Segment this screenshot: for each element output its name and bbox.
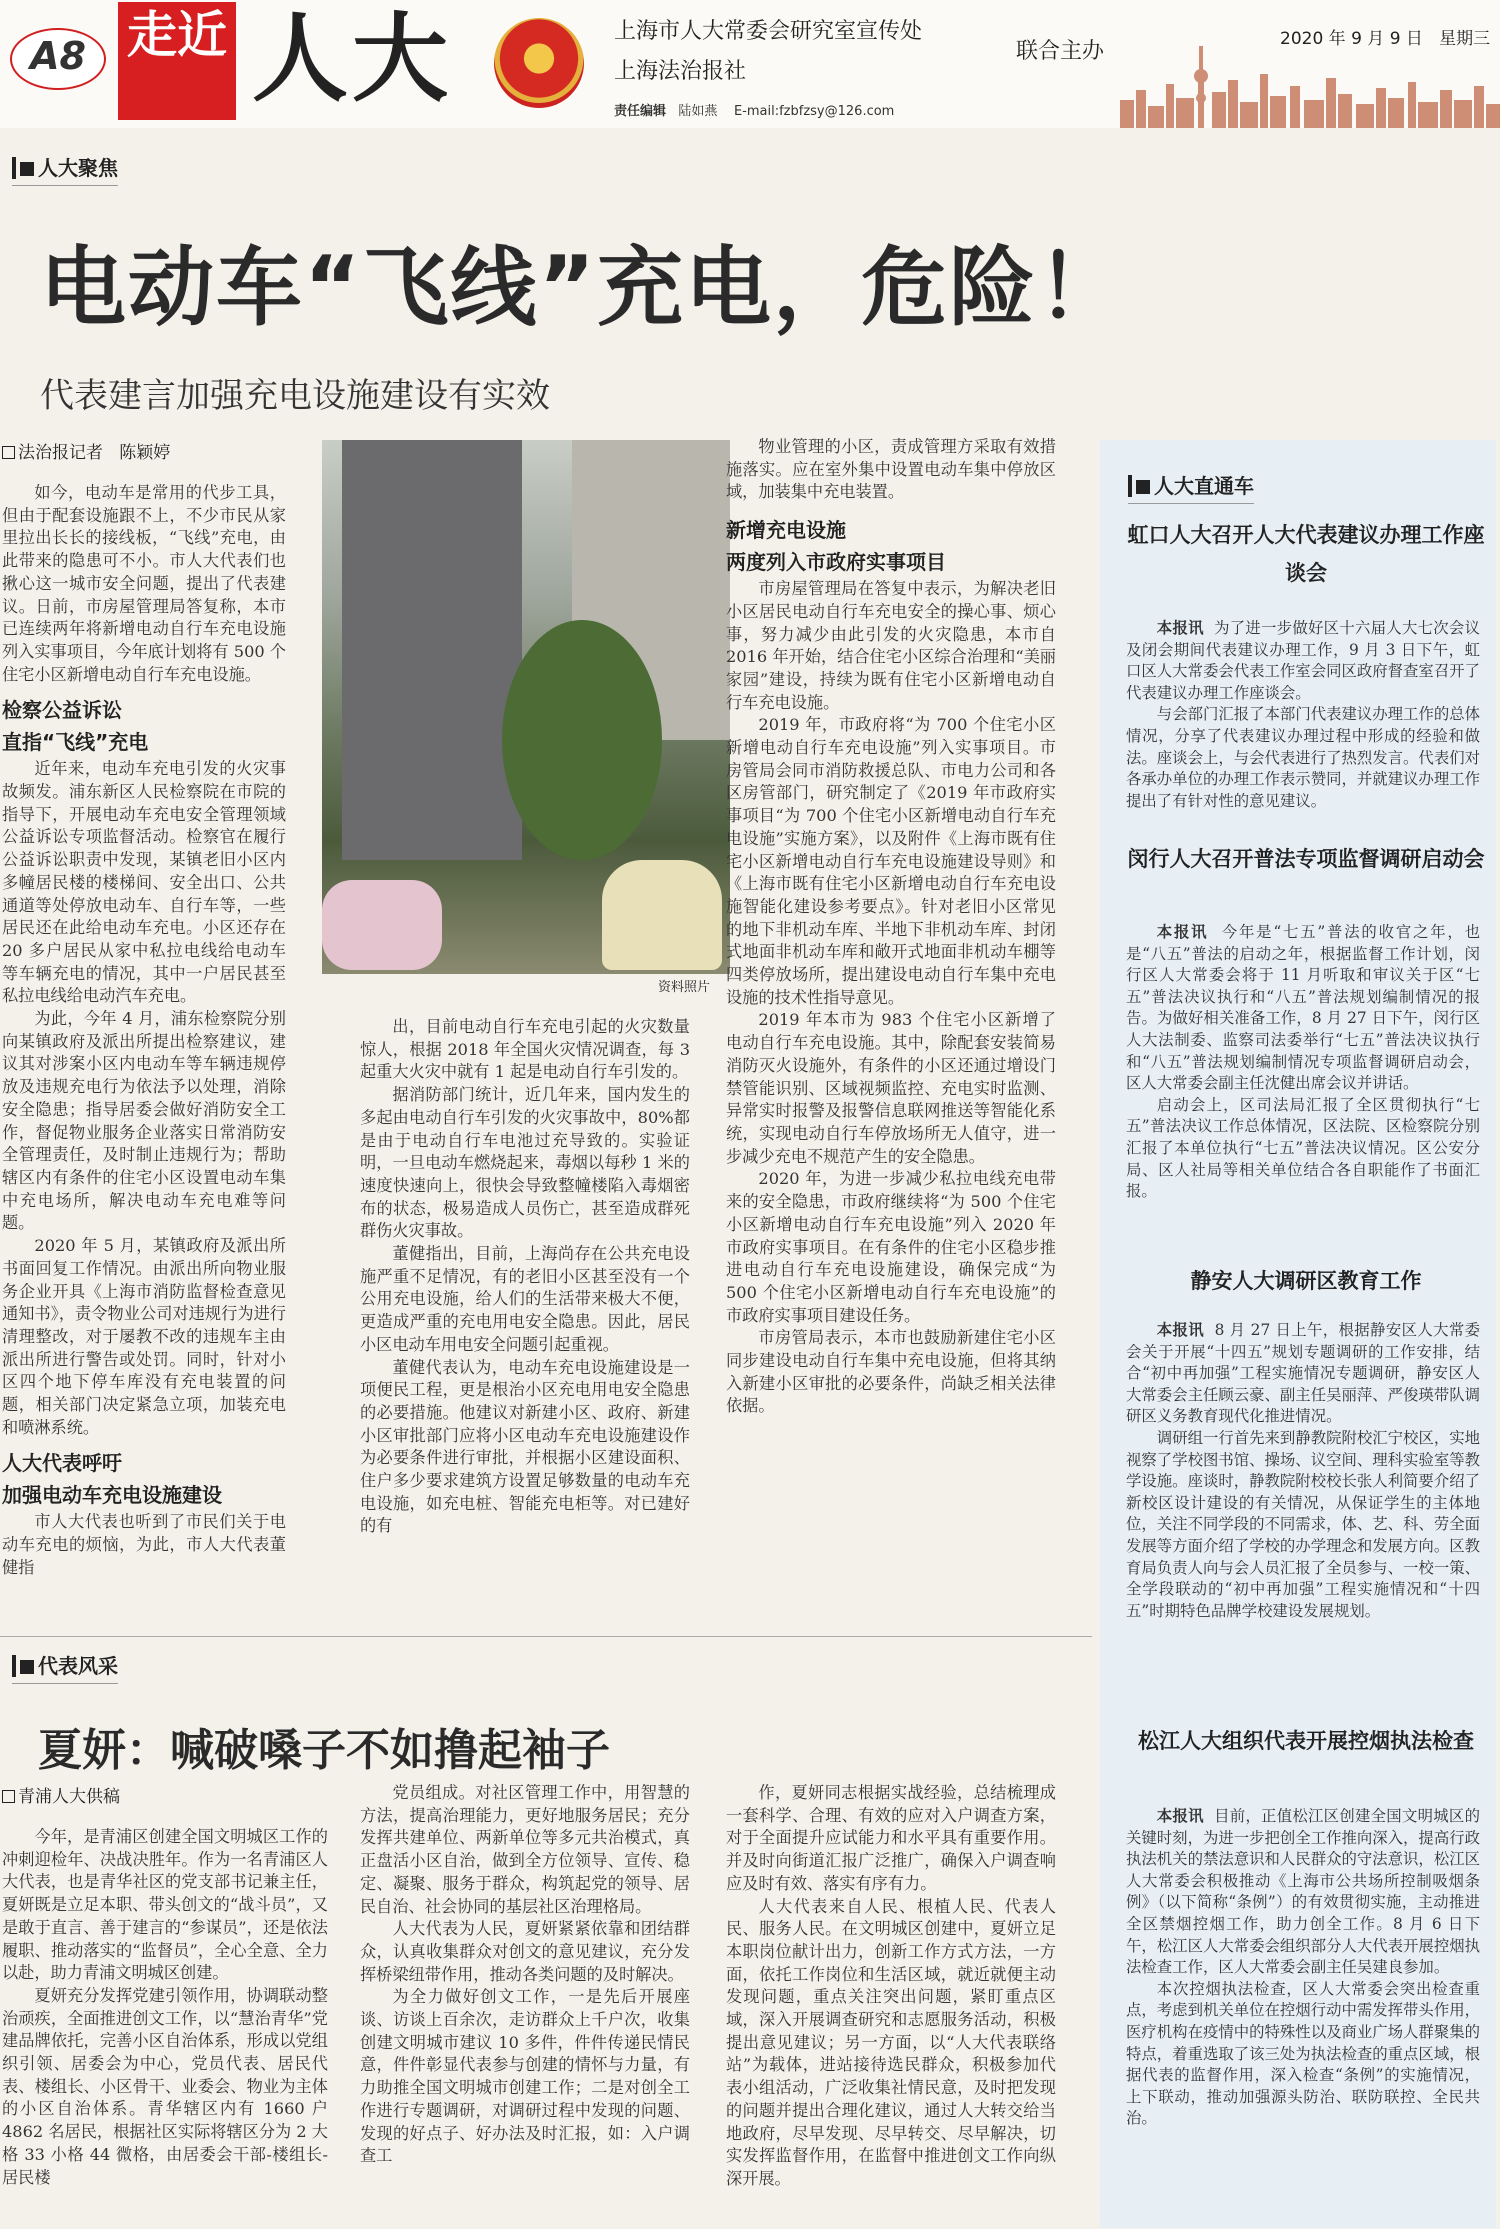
main-byline — [2, 438, 170, 463]
byline-label: 青浦人大供稿 — [18, 1787, 120, 1807]
section-label: 代表风采 — [38, 1654, 118, 1678]
byline-name: 陈颖婷 — [119, 443, 171, 463]
sidebar-news-body — [1126, 1320, 1480, 1622]
joint-label: 联合主办 — [1016, 39, 1105, 64]
news-text: 今年是“七五”普法的收官之年，也是“八五”普法的启动之年，根据监督工作计划，闵行区人大常委会将于 11 月听取和审议关于区“七五”普法决议执行和“八五”普法规划编制情况的报告。为做好相关准备工作，8 月 27 日下午，闵行区人大法制委、监察司法委举行“七五”普法决议执行和“八五”普法规划编制情况专项监督调研启动会，区人大常委会副主任沈健出席会议并讲话。 — [1126, 923, 1480, 1093]
news-lead: 本报讯 — [1156, 923, 1209, 941]
paragraph: 市房屋管理局在答复中表示，为解决老旧小区居民电动自行车充电安全的操心事、烦心事，努力减少由此引发的火灾隐患，本市自 2016 年开始，结合住宅小区综合治理和“美丽家园”建设，持续为既有住宅小区新增电动自行车充电设施。 — [726, 579, 1056, 712]
photo-building — [342, 440, 522, 860]
subhead: 两度列入市政府实事项目 — [726, 550, 946, 575]
paragraph — [1126, 1320, 1480, 1428]
photo-scooter — [602, 860, 722, 970]
section-bar-icon — [12, 157, 16, 179]
paragraph: 市房管局表示，本市也鼓励新建住宅小区同步建设电动自行车集中充电设施，但将其纳入新建小区审批的必要条件，尚缺乏相关法律依据。 — [726, 1328, 1056, 1416]
section-divider — [0, 1636, 1092, 1637]
photo-tree — [502, 620, 662, 860]
sponsor-2: 上海法治报社 — [614, 59, 747, 84]
main-column-3 — [726, 436, 1056, 1418]
paragraph: 今年，是青浦区创建全国文明城区工作的冲刺迎检年、决战决胜年。作为一名青浦区人大代表，也是青华社区的党支部书记兼主任，夏妍既是立足本职、带头创文的“战斗员”，又是敢于直言、善于建言的“参谋员”，还是依法履职、推动落实的“监督员”，全心全意、全力以赴，助力青浦文明城区创建。 — [2, 1827, 328, 1983]
main-subheadline: 代表建言加强充电设施建设有实效 — [40, 376, 550, 416]
subhead: 直指“飞线”充电 — [2, 730, 149, 755]
paragraph: 人大代表来自人民、根植人民、代表人民、服务人民。在文明城区创建中，夏妍立足本职岗位献计出力，创新工作方式方法，一方面，依托工作岗位和生活区域，就近就便主动发现问题，重点关注突出问题，紧盯重点区域，深入开展调查研究和志愿服务活动，积极提出意见建议；另一方面，以“人大代表联络站”为载体，进站接待选民群众，积极参加代表小组活动，广泛收集社情民意，及时把发现的问题并提出合理化建议，通过人大转交给当地政府，尽早发现、尽早转交、尽早解决，切实发挥监督作用，在监督中推进创文工作向纵深开展。 — [726, 1896, 1056, 2188]
section-square-icon — [20, 1660, 34, 1674]
editor-line — [614, 100, 894, 119]
sidebar-news-title: 虹口人大召开人大代表建议办理工作座谈会 — [1127, 523, 1485, 585]
editor-label: 责任编辑 — [614, 104, 667, 119]
paragraph: 为全力做好创文工作，一是先后开展座谈、访谈上百余次，走访群众上千户次，收集创建文明城市建议 10 多件，件件传递民情民意，件件彰显代表参与创建的情怀与力量，有力助推全国文明城市创建工作；二是对创全工作进行专题调研，对调研过程中发现的问题、发现的好点子、好办法及时汇报，如：入户调查工 — [360, 1987, 690, 2166]
sidebar-news-body — [1126, 618, 1480, 812]
news-lead: 本报讯 — [1156, 1321, 1205, 1339]
paragraph: 夏妍充分发挥党建引领作用，协调联动整治顽疾，全面推进创文工作，以“慧治青华”党建品牌依托，完善小区自治体系，形成以党组织引领、居委会为中心，党员代表、居民代表、楼组长、小区骨干、业委会、物业为主体的小区自治体系。青华辖区内有 1660 户 4862 名居民，根据社区实际将辖区分为 2 大格 33 小格 44 微格，由居委会干部-楼组长-居民楼 — [2, 1985, 328, 2187]
sidebar-news-body — [1126, 1806, 1480, 2130]
main-column-2 — [360, 1016, 690, 1538]
byline-box-icon — [2, 446, 15, 459]
paragraph — [1126, 1806, 1480, 1979]
paragraph: 据消防部门统计，近几年来，国内发生的多起由电动自行车引发的火灾事故中，80%都是由于电动自行车电池过充导致的。实验证明，一旦电动车燃烧起来，毒烟以每秒 1 米的速度快速向上，很快会导致整幢楼陷入毒烟密布的状态，极易造成人员伤亡，甚至造成群死群伤火灾事故。 — [360, 1085, 690, 1241]
section-label: 人大直通车 — [1154, 474, 1254, 498]
section-label: 人大聚焦 — [38, 156, 118, 180]
page-number: A8 — [30, 34, 86, 78]
byline-label: 法治报记者 — [18, 443, 103, 463]
subhead: 人大代表呼吁 — [2, 1451, 122, 1476]
sidebar-news-body — [1126, 922, 1480, 1203]
photo-caption: 资料照片 — [658, 980, 711, 995]
byline-box-icon — [2, 1790, 15, 1803]
paragraph: 与会部门汇报了本部门代表建议办理工作的总体情况，分享了代表建议办理过程中形成的经验和做法。座谈会上，与会代表进行了热烈发言。代表们对各承办单位的办理工作表示赞同，并就建议办理工作提出了有针对性的意见建议。 — [1126, 705, 1481, 810]
masthead-red-title: 走近 — [118, 2, 236, 120]
paragraph: 董健指出，目前，上海尚存在公共充电设施严重不足情况，有的老旧小区甚至没有一个公用充电设施，给人们的生活带来极大不便，更造成严重的充电用电安全隐患。因此，居民小区电动车用电安全问题引起重视。 — [360, 1244, 690, 1354]
paragraph: 人大代表为人民，夏妍紧紧依靠和团结群众，认真收集群众对创文的意见建议，充分发挥桥梁纽带作用，推动各类问题的及时解决。 — [360, 1919, 690, 1984]
sidebar-news-title: 松江人大组织代表开展控烟执法检查 — [1138, 1729, 1474, 1753]
subhead: 加强电动车充电设施建设 — [2, 1483, 222, 1508]
sidebar-news-title: 静安人大调研区教育工作 — [1190, 1269, 1422, 1293]
rep-byline — [2, 1782, 120, 1807]
paragraph: 2019 年本市为 983 个住宅小区新增了电动自行车充电设施。其中，除配套安装简易消防灭火设施外，有条件的小区还通过增设门禁管能识别、区域视频监控、充电实时监测、异常实时报警及报警信息联网推送等智能化系统，实现电动自行车停放场所无人值守，进一步减少充电不规范产生的安全隐患。 — [726, 1010, 1056, 1166]
paragraph: 近年来，电动车充电引发的火灾事故频发。浦东新区人民检察院在市院的指导下，开展电动车充电安全管理领域公益诉讼专项监督活动。检察官在履行公益诉讼职责中发现，某镇老旧小区内多幢居民楼的楼梯间、安全出口、公共通道等处停放电动车、自行车等，一些居民还在此给电动车充电。小区还存在 20 多户居民从家中私拉电线给电动车等车辆充电的情况，其中一户居民甚至私拉电线给电动汽车充电。 — [2, 759, 286, 1006]
date-text: 2020 年 9 月 9 日 — [1280, 29, 1423, 49]
paragraph: 为此，今年 4 月，浦东检察院分别向某镇政府及派出所提出检察建议，建议其对涉案小区内电动车等车辆违规停放及违规充电行为依法予以处理，消除安全隐患；指导居委会做好消防安全工作，督促物业服务企业落实日常消防安全管理责任，及时制止违规行为；帮助辖区内有条件的住宅小区设置电动车集中充电场所，解决电动车充电难等问题。 — [2, 1009, 286, 1233]
section-square-icon — [20, 162, 34, 176]
editor-email: E-mail:fzbfzsy@126.com — [733, 104, 895, 119]
paragraph: 本次控烟执法检查，区人大常委会突出检查重点，考虑到机关单位在控烟行动中需发挥带头作用，医疗机构在疫情中的特殊性以及商业广场人群聚集的特点，着重选取了该三处为执法检查的重点区域，根据代表的监督作用，深入检查“条例”的实施情况，上下联动，推动加强源头防治、联防联控、全民共治。 — [1126, 1979, 1480, 2128]
paragraph: 物业管理的小区，责成管理方采取有效措施落实。应在室外集中设置电动车集中停放区域，加装集中充电装置。 — [726, 437, 1056, 502]
editor-name: 陆如燕 — [678, 104, 718, 119]
main-headline: 电动车“飞线”充电，危险！ — [40, 238, 1126, 338]
sponsor-1: 上海市人大常委会研究室宣传处 — [614, 19, 923, 44]
paragraph: 2019 年，市政府将“为 700 个住宅小区新增电动自行车充电设施”列入实事项目。市房管局会同市消防救援总队、市电力公司和各区房管部门，研究制定了《2019 年市政府实事项目“为 700 个住宅小区新增电动自行车充电设施”实施方案》，以及附件《上海市既有住宅小区新增电动自行车充电设施建设导则》和《上海市既有住宅小区新增电动自行车充电设施智能化建设参考要点》。针对老旧小区常见的地下非机动车库、半地下非机动车库、封闭式地面非机动车库和敞开式地面非机动车棚等四类停放场所，提出建设电动自行车集中充电设施的技术性指导意见。 — [726, 715, 1056, 1007]
paragraph: 出，目前电动自行车充电引起的火灾数量惊人，根据 2018 年全国火灾情况调查，每 3 起重大火灾中就有 1 起是电动自行车引发的。 — [360, 1017, 690, 1082]
subhead: 检察公益诉讼 — [2, 698, 122, 723]
rep-column-3 — [726, 1782, 1056, 2191]
news-text: 为了进一步做好区十六届人大七次会议及闭会期间代表建议办理工作，9 月 3 日下午，虹口区人大常委会代表工作室会同区政府督查室召开了代表建议办理工作座谈会。 — [1126, 619, 1480, 702]
skyline-illustration — [1120, 40, 1500, 128]
subhead: 新增充电设施 — [726, 518, 846, 543]
paragraph: 董健代表认为，电动车充电设施建设是一项便民工程，更是根治小区充电用电安全隐患的必要措施。他建议对新建小区、政府、新建小区审批部门应将小区电动车充电设施建设作为必要条件进行审批，并根据小区建设面积、住户多少要求建筑方设置足够数量的电动车充电设施，如充电桩、智能充电柜等。对已建好的有 — [360, 1357, 690, 1536]
paragraph — [1126, 618, 1480, 704]
weekday-text: 星期三 — [1439, 29, 1491, 49]
paragraph: 2020 年，为进一步减少私拉电线充电带来的安全隐患，市政府继续将“为 500 个住宅小区新增电动自行车充电设施”列入 2020 年市政府实事项目。在有条件的住宅小区稳步推进电动自行车充电设施建设，确保完成“为 500 个住宅小区新增电动自行车充电设施”的市政府实事项目建设任务。 — [726, 1169, 1056, 1325]
rep-column-2 — [360, 1782, 690, 2168]
news-lead: 本报讯 — [1156, 619, 1204, 637]
sidebar-news-title: 闵行人大召开普法专项监督调研启动会 — [1127, 847, 1485, 871]
rep-headline: 夏妍：喊破嗓子不如撸起袖子 — [38, 1725, 610, 1776]
paragraph: 党员组成。对社区管理工作中，用智慧的方法，提高治理能力，更好地服务居民；充分发挥共建单位、两新单位等多元共治模式，真正盘活小区自治，做到全方位领导、宣传、稳定、凝聚、服务于群众，构筑起党的领导、居民自治、社会协同的基层社区治理格局。 — [360, 1783, 690, 1916]
masthead — [0, 0, 1500, 128]
news-text: 目前，正值松江区创建全国文明城区的关键时刻，为进一步把创全工作推向深入，提高行政执法机关的禁法意识和人民群众的守法意识，松江区人大常委会积极推动《上海市公共场所控制吸烟条例》（以下简称“条例”）的有效贯彻实施，主动推进全区禁烟控烟工作，助力创全工作。8 月 6 日下午，松江区人大常委会组织部分人大代表开展控烟执法检查工作，区人大常委会副主任吴建良参加。 — [1126, 1807, 1480, 1977]
section-tag-focus — [12, 152, 118, 186]
paragraph — [1126, 922, 1480, 1095]
paragraph: 如今，电动车是常用的代步工具，但由于配套设施跟不上，不少市民从家里拉出长长的接线板，“飞线”充电，由此带来的隐患可不小。市人大代表们也揪心这一城市安全问题，提出了代表建议。日前，市房屋管理局答复称，本市已连续两年将新增电动自行车充电设施列入实事项目，今年底计划将有 500 个住宅小区新增电动自行车充电设施。 — [2, 483, 286, 684]
paragraph: 2020 年 5 月，某镇政府及派出所书面回复工作情况。由派出所向物业服务企业开具《上海市消防监督检查意见通知书》，责令物业公司对违规行为进行清理整改，对于屡教不改的违规车主由派出所进行警告或处罚。同时，针对小区四个地下停车库没有充电装置的问题，相关部门决定紧急立项，加装充电和喷淋系统。 — [2, 1236, 286, 1437]
rep-column-1 — [2, 1826, 328, 2189]
paragraph: 作，夏妍同志根据实战经验，总结梳理成一套科学、合理、有效的应对入户调查方案，对于全面提升应试能力和水平具有重要作用。并及时向街道汇报广泛推广，确保入户调查响应及时有效、落实有序有力。 — [726, 1783, 1056, 1893]
main-column-1 — [2, 482, 286, 1580]
section-tag-rep — [12, 1650, 118, 1684]
paragraph: 启动会上，区司法局汇报了全区贯彻执行“七五”普法决议工作总体情况，区法院、区检察院分别汇报了本单位执行“七五”普法决议情况。区公安分局、区人社局等相关单位结合各自职能作了书面汇报。 — [1126, 1095, 1480, 1201]
section-bar-icon — [1128, 475, 1132, 497]
news-text: 8 月 27 日上午，根据静安区人大常委会关于开展“十四五”规划专题调研的工作安排，结合“初中再加强”工程实施情况专题调研，静安区人大常委会主任顾云豪、副主任吴丽萍、严俊瑛带队调研区义务教育现代化推进情况。 — [1126, 1321, 1480, 1426]
article-photo — [322, 440, 730, 974]
page-number-badge — [10, 28, 106, 90]
section-tag-sidebar — [1128, 470, 1254, 504]
section-square-icon — [1136, 480, 1150, 494]
photo-scooter — [322, 880, 442, 970]
masthead-big-title: 人大 — [252, 3, 452, 115]
news-lead: 本报讯 — [1156, 1807, 1204, 1825]
national-emblem-icon — [494, 18, 584, 108]
paragraph: 调研组一行首先来到静教院附校汇宁校区，实地视察了学校图书馆、操场、议空间、理科实验室等教学设施。座谈时，静教院附校校长张人利简要介绍了新校区设计建设的有关情况，从保证学生的主体地位，关注不同学段的不同需求，体、艺、科、劳全面发展等方面介绍了学校的办学理念和发展方向。区教育局负责人向与会人员汇报了全员参与、一校一策、全学段联动的“初中再加强”工程实施情况和“十四五”时期特色品牌学校建设发展规划。 — [1126, 1428, 1481, 1620]
section-bar-icon — [12, 1655, 16, 1677]
paragraph: 市人大代表也听到了市民们关于电动车充电的烦恼，为此，市人大代表董健指 — [2, 1512, 286, 1577]
issue-date — [1280, 24, 1490, 49]
